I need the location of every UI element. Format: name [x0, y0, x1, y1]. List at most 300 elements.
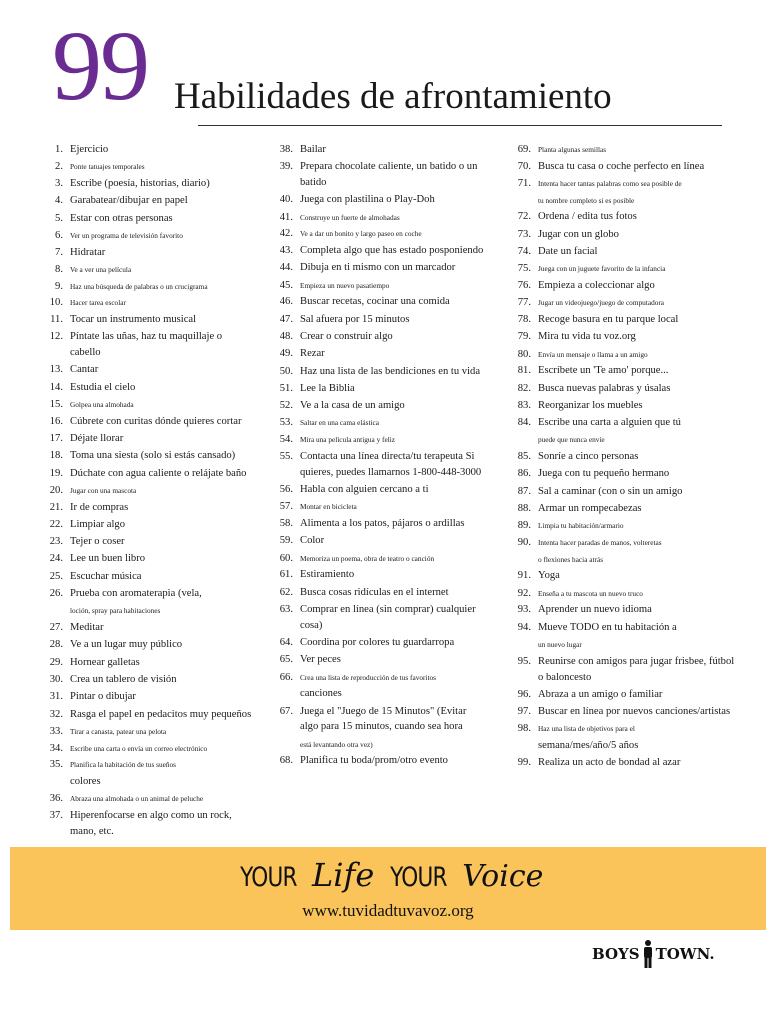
- list-item: [262, 329, 484, 345]
- list-item: [500, 347, 740, 362]
- item-number: 24.: [49, 553, 63, 565]
- item-number: 94.: [517, 621, 531, 633]
- list-item: [500, 738, 740, 754]
- item-text: Hornear galletas: [70, 656, 140, 668]
- list-item: [262, 753, 484, 769]
- list-item: [500, 755, 740, 771]
- list-item: [500, 704, 740, 720]
- item-number: 88.: [517, 503, 531, 515]
- list-item: [262, 602, 484, 634]
- item-number: 80.: [517, 348, 531, 360]
- item-text: Saltar en una cama elástica: [300, 418, 380, 428]
- item-text: está levantando otra vez): [300, 739, 373, 749]
- list-item: [32, 362, 254, 378]
- item-number: 85.: [517, 451, 531, 463]
- item-number: 95.: [517, 655, 531, 667]
- list-item: [32, 397, 254, 412]
- item-number: 19.: [49, 467, 63, 479]
- list-item: [262, 364, 484, 380]
- item-text: Ver un programa de televisión favorito: [70, 230, 183, 240]
- item-number: 57.: [279, 501, 293, 513]
- item-text: Déjate llorar: [70, 432, 124, 444]
- item-number: 7.: [55, 246, 63, 258]
- item-text: Ver peces: [300, 654, 341, 666]
- item-number: 18.: [49, 450, 63, 462]
- item-text: Haz una búsqueda de palabras o un crucigrama: [70, 281, 208, 291]
- item-number: 23.: [49, 536, 63, 548]
- list-item: [500, 295, 740, 310]
- item-text: tu nombre completo si es posible: [538, 195, 635, 205]
- item-text: Busca cosas ridículas en el internet: [300, 586, 449, 598]
- item-text: Mira una película antigua y feliz: [300, 435, 396, 445]
- item-text: puede que nunca envíe: [538, 435, 605, 445]
- list-item: [262, 482, 484, 498]
- tagline-life: Life: [312, 856, 375, 894]
- item-number: 35.: [49, 759, 63, 771]
- item-number: 38.: [279, 144, 293, 155]
- list-item: [500, 176, 740, 191]
- list-item: [500, 227, 740, 243]
- item-number: 72.: [517, 211, 531, 223]
- item-text: Abraza una almohada o un animal de peluche: [70, 794, 204, 804]
- item-text: Rasga el papel en pedacitos muy pequeños: [70, 708, 252, 720]
- item-text: Intenta hacer paradas de manos, volteretas: [538, 538, 662, 548]
- list-item: [500, 142, 740, 157]
- list-item: [32, 414, 254, 430]
- item-number: 51.: [279, 382, 293, 394]
- item-text: Haz una lista de objetivos para el: [538, 724, 635, 734]
- item-number: 14.: [49, 381, 63, 393]
- website-url[interactable]: www.tuvidadtuvavoz.org: [302, 901, 474, 920]
- item-number: 70.: [517, 160, 531, 172]
- item-number: 75.: [517, 263, 531, 275]
- list-item: [262, 567, 484, 583]
- list-item: [32, 603, 254, 618]
- item-text: Escribe una carta o envía un correo electrónico: [70, 743, 208, 753]
- item-text: Estiramiento: [300, 569, 355, 581]
- item-text: Rezar: [300, 348, 325, 360]
- item-number: 37.: [49, 809, 63, 821]
- item-number: 77.: [517, 297, 531, 309]
- item-number: 66.: [279, 671, 293, 683]
- list-item: [500, 193, 740, 208]
- list-item: [32, 551, 254, 567]
- item-number: 96.: [517, 688, 531, 700]
- list-item: [262, 737, 484, 752]
- tagline: [10, 855, 766, 898]
- item-text: Ordena / edita tus fotos: [538, 211, 637, 223]
- page-title: Habilidades de afrontamiento: [174, 76, 612, 117]
- item-number: 4.: [55, 195, 63, 207]
- boys-town-logo: [592, 936, 715, 972]
- item-number: 46.: [279, 296, 293, 308]
- item-text: Busca nuevas palabras y úsalas: [538, 382, 671, 394]
- list-item: [262, 243, 484, 259]
- item-text: Crea una lista de reproducción de tus favoritos: [300, 672, 436, 682]
- list-item: [500, 518, 740, 533]
- item-text: Garabatear/dibujar en papel: [70, 195, 188, 207]
- list-item: [262, 159, 484, 191]
- item-text: Ejercicio: [70, 144, 109, 155]
- item-text: Recoge basura en tu parque local: [538, 314, 679, 325]
- list-item: [32, 707, 254, 723]
- item-text: Planifica la habitación de tus sueños: [70, 760, 176, 770]
- list-item: [262, 312, 484, 328]
- item-text: Mueve TODO en tu habitación a: [538, 621, 677, 633]
- item-number: 87.: [517, 485, 531, 497]
- item-text: Escríbete un 'Te amo' porque...: [538, 365, 669, 377]
- list-item: [32, 500, 254, 516]
- item-number: 33.: [49, 725, 63, 737]
- item-text: Ve a un lugar muy público: [70, 639, 183, 651]
- item-number: 32.: [49, 708, 63, 720]
- item-number: 31.: [49, 691, 63, 703]
- item-number: 78.: [517, 314, 531, 325]
- item-number: 71.: [517, 178, 531, 189]
- item-number: 60.: [279, 552, 293, 564]
- item-text: Jugar con una mascota: [70, 485, 137, 495]
- item-text: Buscar recetas, cocinar una comida: [300, 296, 450, 308]
- item-text: Prueba con aromaterapia (vela,: [70, 588, 202, 600]
- item-number: 79.: [517, 331, 531, 343]
- item-number: 50.: [279, 365, 293, 377]
- list-column-3: [500, 142, 740, 773]
- list-item: [32, 448, 254, 464]
- item-text: Sonríe a cinco personas: [538, 451, 639, 463]
- list-item: [32, 142, 254, 158]
- item-text: Píntate las uñas, haz tu maquillaje o cabello: [70, 331, 223, 359]
- item-number: 42.: [279, 228, 293, 240]
- item-text: Planifica tu boda/prom/otro evento: [300, 755, 448, 767]
- item-text: Contacta una línea directa/tu terapeuta Si quieres, puedes llamarnos 1-800-448-3000: [300, 450, 482, 478]
- list-item: [32, 586, 254, 602]
- item-number: 39.: [279, 161, 293, 173]
- item-text: Ve a la casa de un amigo: [300, 400, 405, 412]
- list-item: [32, 569, 254, 585]
- item-text: Crear o construir algo: [300, 330, 393, 342]
- item-number: 20.: [49, 484, 63, 496]
- item-text: Ponte tatuajes temporales: [70, 162, 145, 172]
- list-item: [262, 432, 484, 447]
- list-item: [262, 670, 484, 685]
- list-item: [32, 176, 254, 192]
- list-item: [32, 193, 254, 209]
- list-item: [262, 635, 484, 651]
- item-text: Realiza un acto de bondad al azar: [538, 757, 681, 769]
- item-number: 1.: [55, 144, 63, 155]
- item-text: Yoga: [538, 570, 560, 582]
- list-item: [500, 244, 740, 260]
- item-number: 26.: [49, 588, 63, 600]
- item-number: 12.: [49, 331, 63, 343]
- list-item: [262, 294, 484, 310]
- item-number: 90.: [517, 537, 531, 549]
- item-text: Lee la Biblia: [300, 382, 355, 394]
- list-item: [262, 192, 484, 208]
- item-number: 83.: [517, 399, 531, 411]
- item-text: Ir de compras: [70, 501, 129, 513]
- item-number: 11.: [50, 314, 63, 325]
- item-text: Juega con un juguete favorito de la infancia: [538, 264, 666, 274]
- list-item: [32, 808, 254, 840]
- item-text: Jugar un videojuego/juego de computadora: [538, 298, 665, 308]
- list-item: [262, 278, 484, 293]
- item-text: Haz una lista de las bendiciones en tu vida: [300, 365, 481, 377]
- item-text: Ve a dar un bonito y largo paseo en coche: [300, 229, 422, 239]
- item-number: 44.: [279, 262, 293, 274]
- item-text: Intenta hacer tantas palabras como sea posible de: [538, 179, 682, 188]
- item-number: 58.: [279, 517, 293, 529]
- list-item: [500, 381, 740, 397]
- list-item: [500, 329, 740, 345]
- item-number: 25.: [49, 570, 63, 582]
- list-item: [500, 654, 740, 686]
- item-text: Planta algunas semillas: [538, 145, 607, 154]
- item-text: Sal a caminar (con o sin un amigo: [538, 485, 683, 497]
- item-text: Tirar a canasta, patear una pelota: [70, 726, 167, 736]
- list-item: [500, 501, 740, 517]
- item-number: 69.: [517, 144, 531, 155]
- item-number: 89.: [517, 520, 531, 532]
- item-number: 6.: [55, 229, 63, 241]
- item-number: 28.: [49, 639, 63, 651]
- list-item: [500, 432, 740, 447]
- item-number: 67.: [279, 705, 293, 717]
- item-text: Abraza a un amigo o familiar: [538, 688, 663, 700]
- list-item: [262, 652, 484, 668]
- item-number: 55.: [279, 450, 293, 462]
- item-number: 13.: [49, 364, 63, 376]
- list-item: [262, 686, 484, 702]
- item-text: o flexiones hacia atrás: [538, 554, 604, 564]
- list-item: [500, 620, 740, 636]
- item-text: Color: [300, 535, 325, 547]
- list-item: [262, 210, 484, 225]
- item-text: Toma una siesta (solo si estás cansado): [70, 450, 236, 462]
- list-item: [500, 484, 740, 500]
- item-number: 34.: [49, 742, 63, 754]
- item-text: Golpea una almohada: [70, 399, 134, 409]
- logo-text-right: TOWN.: [655, 945, 715, 963]
- item-text: Comprar en línea (sin comprar) cualquier cosa): [300, 603, 476, 631]
- item-number: 8.: [55, 263, 63, 275]
- item-number: 52.: [279, 400, 293, 412]
- big-number: 99: [52, 10, 148, 121]
- tagline-voice: Voice: [462, 859, 544, 894]
- list-item: [32, 791, 254, 806]
- item-number: 56.: [279, 483, 293, 495]
- item-text: Completa algo que has estado posponiendo: [300, 245, 484, 257]
- item-number: 16.: [49, 415, 63, 427]
- item-text: Cantar: [70, 364, 99, 376]
- list-item: [500, 637, 740, 652]
- list-item: [32, 689, 254, 705]
- list-item: [500, 159, 740, 175]
- item-text: Crea un tablero de visión: [70, 673, 177, 685]
- item-text: Hiperenfocarse en algo como un rock, mano, etc.: [70, 809, 232, 837]
- item-number: 43.: [279, 245, 293, 257]
- list-item: [32, 757, 254, 772]
- item-text: Armar un rompecabezas: [538, 503, 642, 515]
- item-number: 27.: [49, 622, 63, 634]
- list-item: [262, 398, 484, 414]
- item-number: 61.: [279, 569, 293, 581]
- item-text: Dibuja en ti mismo con un marcador: [300, 262, 456, 274]
- item-number: 86.: [517, 468, 531, 480]
- item-text: Limpiar algo: [70, 518, 126, 530]
- item-number: 76.: [517, 280, 531, 291]
- item-text: Hacer tarea escolar: [70, 298, 126, 308]
- item-text: Limpia tu habitación/armario: [538, 521, 624, 531]
- item-number: 17.: [49, 432, 63, 444]
- list-item: [500, 415, 740, 431]
- item-number: 65.: [279, 654, 293, 666]
- item-number: 9.: [55, 280, 63, 292]
- item-number: 47.: [279, 313, 293, 325]
- list-item: [500, 209, 740, 225]
- item-text: Envía un mensaje o llama a un amigo: [538, 349, 648, 359]
- item-number: 21.: [49, 501, 63, 513]
- list-item: [262, 260, 484, 276]
- list-item: [32, 483, 254, 498]
- list-item: [500, 552, 740, 567]
- list-item: [262, 142, 484, 158]
- item-text: Empieza un nuevo pasatiempo: [300, 280, 390, 290]
- item-text: Tocar un instrumento musical: [70, 314, 197, 325]
- list-item: [500, 568, 740, 584]
- list-item: [500, 278, 740, 294]
- item-number: 49.: [279, 348, 293, 360]
- list-item: [32, 672, 254, 688]
- logo-text-left: BOYS: [592, 945, 640, 963]
- item-number: 99.: [517, 757, 531, 769]
- list-item: [500, 466, 740, 482]
- list-item: [262, 346, 484, 362]
- item-text: Mira tu vida tu voz.org: [538, 331, 636, 343]
- item-number: 81.: [517, 365, 531, 377]
- item-text: Montar en bicicleta: [300, 502, 357, 512]
- item-text: Ve a ver una película: [70, 264, 132, 274]
- item-text: Escribe una carta a alguien que tú: [538, 417, 681, 429]
- item-text: loción, spray para habitaciones: [70, 606, 161, 616]
- item-number: 2.: [55, 161, 63, 173]
- item-text: Escuchar música: [70, 570, 142, 582]
- list-item: [262, 516, 484, 532]
- item-number: 30.: [49, 673, 63, 685]
- item-text: Bailar: [300, 144, 326, 155]
- item-number: 73.: [517, 228, 531, 240]
- item-text: Date un facial: [538, 246, 598, 257]
- list-item: [262, 449, 484, 481]
- item-number: 45.: [279, 279, 293, 291]
- item-text: Prepara chocolate caliente, un batido o un batido: [300, 161, 478, 189]
- list-item: [500, 602, 740, 618]
- list-item: [500, 261, 740, 276]
- item-text: Construye un fuerte de almohadas: [300, 212, 400, 222]
- list-item: [32, 517, 254, 533]
- item-text: Juega el "Juego de 15 Minutos" (Evitar algo para 15 minutos, cuando sea hora: [300, 705, 467, 733]
- item-number: 41.: [279, 211, 293, 223]
- list-item: [262, 381, 484, 397]
- list-item: [262, 499, 484, 514]
- item-number: 84.: [517, 417, 531, 429]
- list-item: [32, 159, 254, 174]
- item-number: 48.: [279, 330, 293, 342]
- boy-figure-icon: [641, 939, 655, 969]
- list-item: [500, 721, 740, 736]
- list-item: [500, 363, 740, 379]
- list-item: [32, 329, 254, 361]
- list-item: [262, 533, 484, 549]
- list-item: [500, 398, 740, 414]
- item-text: Meditar: [70, 622, 104, 634]
- list-item: [500, 312, 740, 328]
- list-item: [32, 245, 254, 261]
- item-text: Reorganizar los muebles: [538, 399, 643, 411]
- list-item: [32, 741, 254, 756]
- list-item: [32, 637, 254, 653]
- item-text: Dúchate con agua caliente o relájate baño: [70, 467, 247, 479]
- list-item: [500, 586, 740, 601]
- item-number: 62.: [279, 586, 293, 598]
- item-text: Juega con tu pequeño hermano: [538, 468, 670, 480]
- list-item: [500, 449, 740, 465]
- item-number: 97.: [517, 706, 531, 718]
- item-number: 63.: [279, 603, 293, 615]
- item-text: Buscar en línea por nuevos canciones/artistas: [538, 706, 731, 718]
- item-text: Reunirse con amigos para jugar frisbee, fútbol o baloncesto: [538, 655, 735, 683]
- list-item: [32, 534, 254, 550]
- item-text: Aprender un nuevo idioma: [538, 604, 652, 616]
- item-number: 36.: [49, 793, 63, 805]
- item-text: semana/mes/año/5 años: [538, 740, 639, 752]
- list-item: [32, 228, 254, 243]
- item-text: Lee un buen libro: [70, 553, 146, 565]
- item-text: Juega con plastilina o Play-Doh: [300, 194, 435, 206]
- item-text: Enseña a tu mascota un nuevo truco: [538, 588, 643, 598]
- item-text: Pintar o dibujar: [70, 691, 136, 703]
- item-number: 53.: [279, 417, 293, 429]
- item-number: 82.: [517, 382, 531, 394]
- list-item: [32, 279, 254, 294]
- item-text: un nuevo lugar: [538, 640, 582, 650]
- item-text: Empieza a coleccionar algo: [538, 280, 655, 291]
- list-item: [32, 774, 254, 790]
- item-text: Sal afuera por 15 minutos: [300, 313, 410, 325]
- item-text: Hidratar: [70, 246, 106, 258]
- item-text: Estudia el cielo: [70, 381, 136, 393]
- list-item: [32, 380, 254, 396]
- list-item: [32, 466, 254, 482]
- list-item: [500, 687, 740, 703]
- item-number: 29.: [49, 656, 63, 668]
- item-text: Memoriza un poema, obra de teatro o canción: [300, 553, 435, 563]
- list-item: [32, 312, 254, 328]
- item-number: 64.: [279, 636, 293, 648]
- item-text: Estar con otras personas: [70, 212, 173, 224]
- item-text: Jugar con un globo: [538, 228, 619, 240]
- item-number: 68.: [279, 755, 293, 767]
- list-item: [262, 704, 484, 736]
- item-number: 10.: [49, 297, 63, 309]
- list-item: [32, 431, 254, 447]
- item-text: Alimenta a los patos, pájaros o ardillas: [300, 517, 465, 529]
- list-column-1: [32, 142, 254, 841]
- list-item: [262, 551, 484, 566]
- item-number: 91.: [517, 570, 531, 582]
- item-number: 54.: [279, 434, 293, 446]
- item-number: 98.: [517, 723, 531, 735]
